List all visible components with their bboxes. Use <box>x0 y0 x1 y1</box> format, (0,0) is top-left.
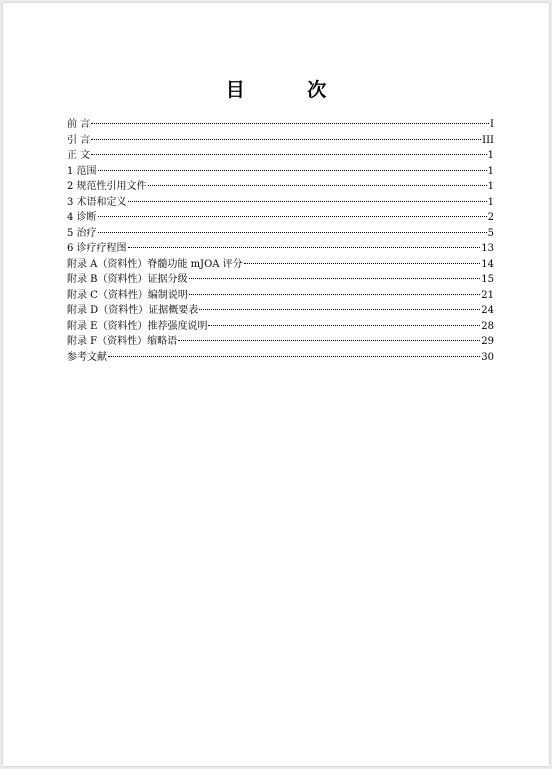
toc-entry-scope[interactable] <box>67 164 494 180</box>
toc-entry-page: 30 <box>481 351 494 363</box>
dot-leader <box>189 294 480 295</box>
toc-entry-page: 1 <box>487 196 494 208</box>
toc-entry-label: 3 术语和定义 <box>67 196 127 208</box>
dot-leader <box>208 325 480 326</box>
toc-entry-appendix-c[interactable] <box>67 288 494 304</box>
dot-leader <box>244 263 481 264</box>
dot-leader <box>91 154 486 155</box>
toc-entry-page: 29 <box>481 336 494 347</box>
toc-entry-label: 5 治疗 <box>67 227 97 239</box>
dot-leader <box>148 185 487 186</box>
toc-entry-preface[interactable] <box>67 117 494 133</box>
toc-entry-page: 1 <box>487 165 494 177</box>
dot-leader <box>108 356 480 357</box>
toc-entry-page: III <box>482 134 494 146</box>
toc-entry-page: 5 <box>487 227 494 239</box>
toc-entry-diagnosis[interactable] <box>67 210 494 226</box>
dot-leader <box>91 123 489 124</box>
toc-entry-references[interactable] <box>67 350 494 366</box>
toc-entry-label: 附录 E（资料性）推荐强度说明 <box>67 320 208 332</box>
toc-entry-label: 前 言 <box>67 119 91 130</box>
dot-leader <box>98 170 487 171</box>
toc-entry-appendix-f[interactable] <box>67 334 494 350</box>
dot-leader <box>91 139 481 140</box>
document-page <box>3 3 549 766</box>
dot-leader <box>189 278 481 279</box>
toc-entry-page: 1 <box>487 150 494 161</box>
toc-entry-label: 1 范围 <box>67 165 97 177</box>
dot-leader <box>199 309 480 310</box>
toc-entry-page: 2 <box>487 212 494 223</box>
toc-entry-label: 附录 F（资料性）缩略语 <box>67 336 178 347</box>
toc-entry-page: 1 <box>487 181 494 192</box>
toc-entry-appendix-b[interactable] <box>67 272 494 288</box>
toc-entry-label: 引 言 <box>67 134 91 146</box>
toc-entry-page: I <box>490 119 494 130</box>
toc-entry-page: 28 <box>481 320 494 332</box>
dot-leader <box>128 201 487 202</box>
toc-entry-flowchart[interactable] <box>67 241 494 257</box>
table-of-contents <box>67 117 494 365</box>
toc-entry-page: 14 <box>481 258 494 270</box>
dot-leader <box>98 232 487 233</box>
toc-entry-terms-definitions[interactable] <box>67 195 494 211</box>
toc-entry-label: 正 文 <box>67 150 91 161</box>
toc-entry-label: 4 诊断 <box>67 212 97 223</box>
page-title: 目 次 <box>225 79 355 101</box>
toc-entry-label: 附录 B（资料性）证据分级 <box>67 274 188 285</box>
toc-entry-label: 2 规范性引用文件 <box>67 181 147 192</box>
toc-entry-label: 6 诊疗疗程图 <box>67 243 127 254</box>
toc-entry-label: 附录 C（资料性）编制说明 <box>67 289 188 301</box>
toc-entry-appendix-a[interactable] <box>67 257 494 273</box>
toc-entry-appendix-e[interactable] <box>67 319 494 335</box>
toc-entry-page: 13 <box>481 243 494 254</box>
toc-entry-treatment[interactable] <box>67 226 494 242</box>
toc-entry-page: 21 <box>481 289 494 301</box>
toc-entry-page: 24 <box>481 305 494 316</box>
toc-entry-main-text[interactable] <box>67 148 494 164</box>
toc-entry-label: 附录 A（资料性）脊髓功能 mJOA 评分 <box>67 258 243 270</box>
dot-leader <box>128 247 481 248</box>
dot-leader <box>98 216 487 217</box>
toc-entry-label: 附录 D（资料性）证据概要表 <box>67 305 199 316</box>
toc-entry-label: 参考文献 <box>67 351 107 363</box>
toc-entry-introduction[interactable] <box>67 133 494 149</box>
toc-entry-appendix-d[interactable] <box>67 303 494 319</box>
toc-entry-page: 15 <box>481 274 494 285</box>
toc-entry-normative-references[interactable] <box>67 179 494 195</box>
dot-leader <box>178 340 480 341</box>
